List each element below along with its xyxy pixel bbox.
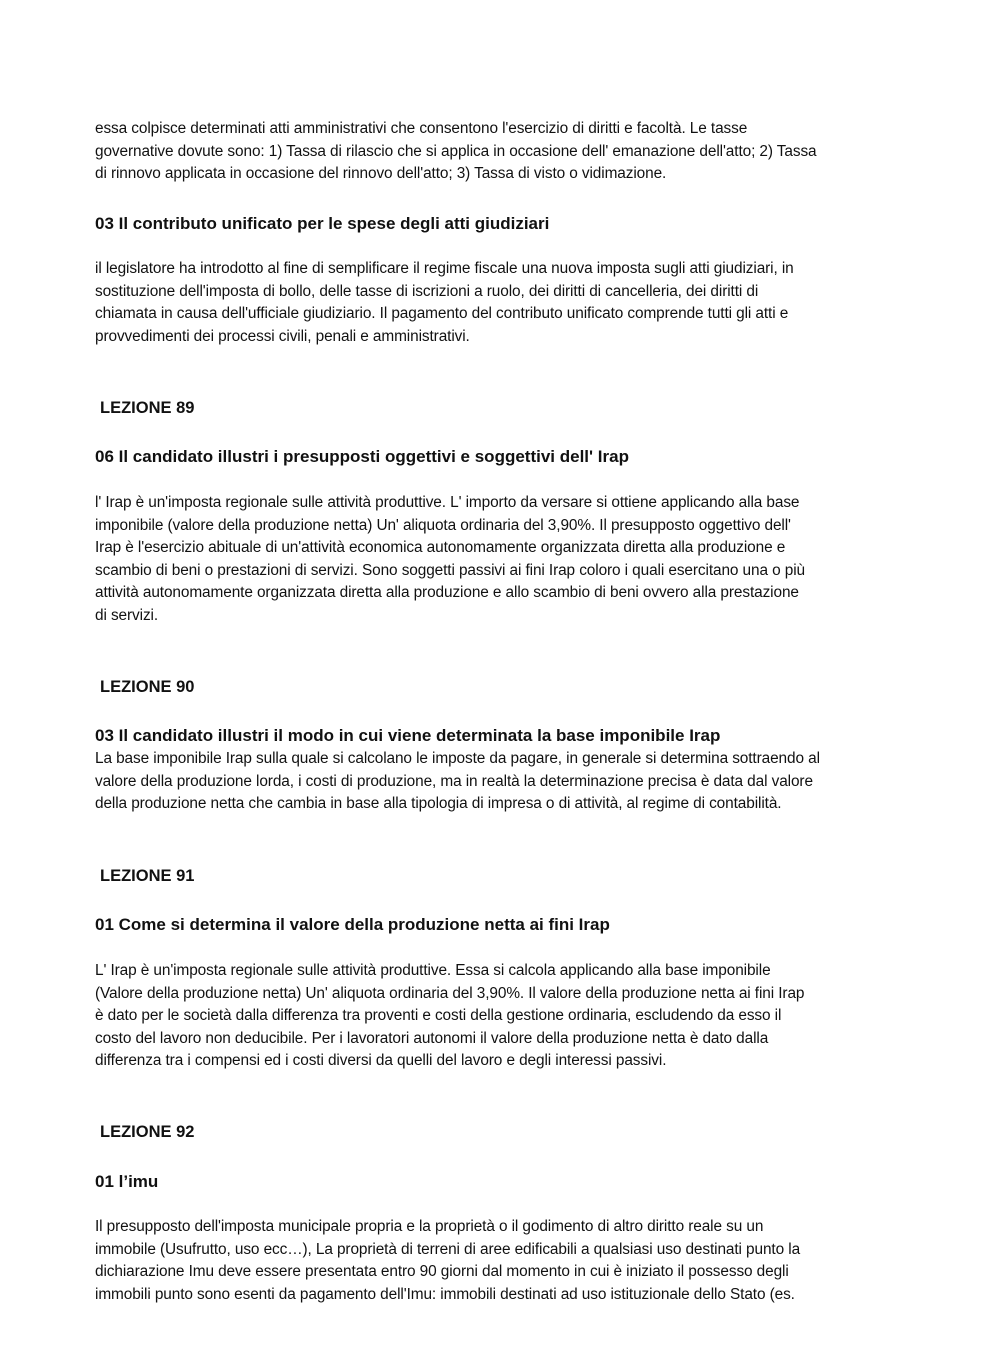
question-heading-contributo-unificato: 03 Il contributo unificato per le spese degli atti giudiziari bbox=[95, 214, 550, 233]
lesson-heading-89: LEZIONE 89 bbox=[100, 399, 195, 417]
text-line: costo del lavoro non deducibile. Per i lavoratori autonomi il valore della produzione netta è dato dalla bbox=[95, 1029, 769, 1047]
text-line: imponibile (valore della produzione netta) Un' aliquota ordinaria del 3,90%. Il presupposto oggettivo dell' bbox=[95, 516, 791, 534]
text-line: chiamata in causa dell'ufficiale giudiziario. Il pagamento del contributo unificato comprende tutti gli atti e bbox=[95, 305, 789, 323]
text-line: della produzione netta che cambia in base alla tipologia di impresa o di attività, al regime di contabilità. bbox=[95, 795, 782, 813]
text-line: immobile (Usufrutto, uso ecc…), La proprietà di terreni di aree edificabili a qualsiasi uso destinati punto la bbox=[95, 1240, 801, 1258]
text-line: governative dovute sono: 1) Tassa di rilascio che si applica in occasione dell' emanazione dell'atto; 2) Tassa bbox=[95, 142, 817, 160]
text-line: di servizi. bbox=[95, 606, 159, 624]
text-line: (Valore della produzione netta) Un' aliquota ordinaria del 3,90%. Il valore della produzione netta ai fini Irap bbox=[95, 984, 805, 1002]
text-line: essa colpisce determinati atti amministrativi che consentono l'esercizio di diritti e facoltà. Le tasse bbox=[95, 120, 748, 137]
lesson-heading-91: LEZIONE 91 bbox=[100, 867, 195, 885]
text-line: L' Irap è un'imposta regionale sulle attività produttive. Essa si calcola applicando alla base imponibile bbox=[95, 962, 771, 979]
question-heading-produzione-netta: 01 Come si determina il valore della produzione netta ai fini Irap bbox=[95, 915, 610, 934]
text-line: l' Irap è un'imposta regionale sulle attività produttive. L' importo da versare si ottiene applicando alla base bbox=[95, 494, 800, 511]
paragraph-imu bbox=[95, 1216, 910, 1306]
paragraph-tasse-governative bbox=[95, 118, 910, 186]
paragraph-presupposti-irap bbox=[95, 492, 910, 628]
text-line: attività autonomamente organizzata diretta alla produzione e allo scambio di beni ovvero alla prestazione bbox=[95, 584, 799, 602]
paragraph-contributo-unificato bbox=[95, 258, 910, 348]
text-line: valore della produzione lorda, i costi di produzione, ma in realtà la determinazione precisa è data dal valore bbox=[95, 772, 813, 790]
text-line: di rinnovo applicata in occasione del rinnovo dell'atto; 3) Tassa di visto o vidimazione. bbox=[95, 165, 667, 183]
text-line: provvedimenti dei processi civili, penali e amministrativi. bbox=[95, 327, 470, 345]
text-line: differenza tra i compensi ed i costi diversi da quelli del lavoro e degli interessi passivi. bbox=[95, 1052, 667, 1070]
lesson-heading-92: LEZIONE 92 bbox=[100, 1123, 195, 1141]
text-line: immobili punto sono esenti da pagamento dell'Imu: immobili destinati ad uso istituzionale dello Stato (es. bbox=[95, 1285, 795, 1303]
question-heading-base-imponibile: 03 Il candidato illustri il modo in cui viene determinata la base imponibile Irap bbox=[95, 726, 721, 745]
text-line: scambio di beni o prestazioni di servizi. Sono soggetti passivi ai fini Irap coloro i quali esercitano una o più bbox=[95, 561, 805, 579]
text-line: La base imponibile Irap sulla quale si calcolano le imposte da pagare, in generale si determina sottraendo al bbox=[95, 750, 820, 767]
text-line: sostituzione dell'imposta di bollo, delle tasse di iscrizioni a ruolo, dei diritti di cancelleria, dei diritti di bbox=[95, 282, 759, 300]
text-line: Irap è l'esercizio abituale di un'attività economica autonomamente organizzata diretta alla produzione e bbox=[95, 539, 786, 557]
text-line: Il presupposto dell'imposta municipale propria e la proprietà o il godimento di altro diritto reale su un bbox=[95, 1218, 764, 1235]
lesson-heading-90: LEZIONE 90 bbox=[100, 678, 195, 696]
text-line: il legislatore ha introdotto al fine di semplificare il regime fiscale una nuova imposta sugli atti giudiziari, in bbox=[95, 260, 794, 277]
question-heading-imu: 01 l’imu bbox=[95, 1172, 159, 1191]
paragraph-produzione-netta bbox=[95, 960, 910, 1073]
text-line: dichiarazione Imu deve essere presentata entro 90 giorni dal momento in cui è iniziato il possesso degli bbox=[95, 1263, 789, 1281]
paragraph-base-imponibile bbox=[95, 748, 910, 816]
text-line: è dato per le società dalla differenza tra proventi e costi della gestione ordinaria, escludendo da esso il bbox=[95, 1007, 782, 1025]
question-heading-presupposti-irap: 06 Il candidato illustri i presupposti oggettivi e soggettivi dell' Irap bbox=[95, 447, 629, 466]
